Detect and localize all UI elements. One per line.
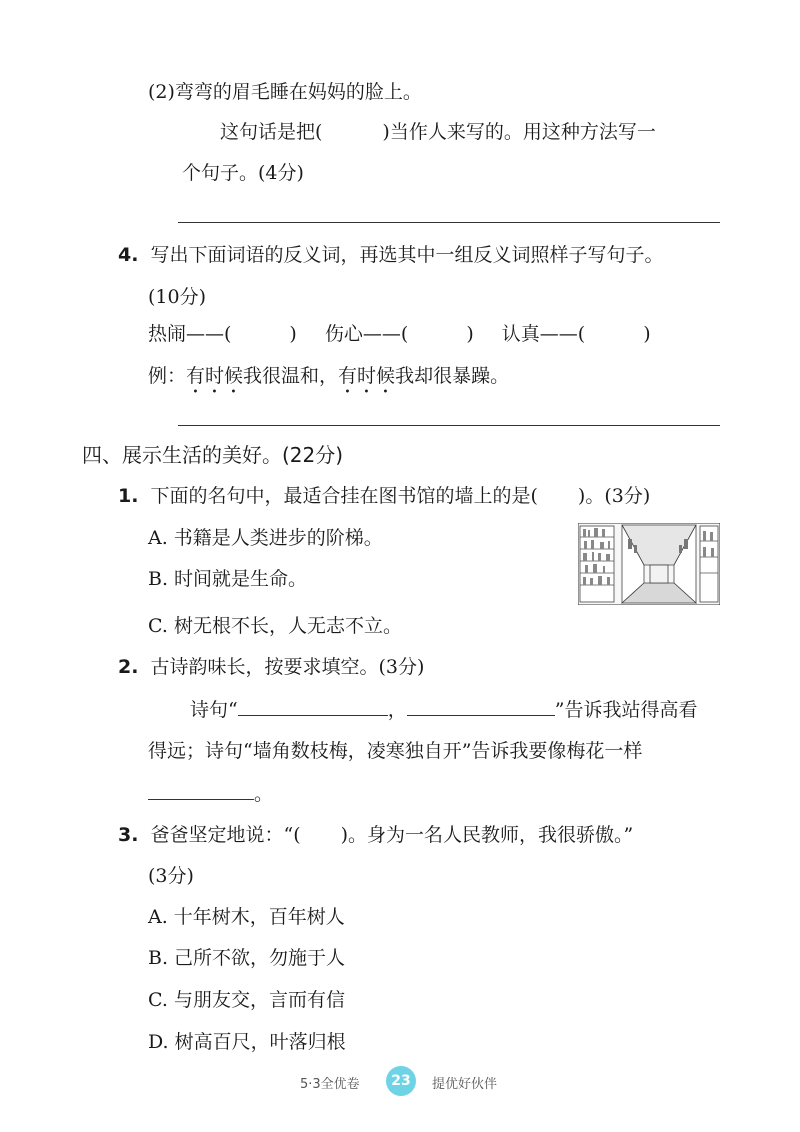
poem-blank[interactable]	[238, 697, 388, 716]
s4q1-stem: 1. 下面的名句中，最适合挂在图书馆的墙上的是( )。(3分)	[118, 485, 651, 507]
option-c[interactable]: C. 与朋友交，言而有信	[148, 989, 345, 1011]
option-d[interactable]: D. 树高百尺，叶落归根	[148, 1031, 346, 1053]
q4-antonym-row	[148, 322, 651, 346]
library-corridor-illustration	[578, 523, 720, 605]
answer-line[interactable]	[178, 222, 720, 223]
antonym-pair: 热闹——( )	[148, 323, 297, 345]
option-a[interactable]: A. 书籍是人类进步的阶梯。	[148, 527, 383, 549]
answer-line[interactable]	[178, 425, 720, 426]
s4q2-stem: 2. 古诗韵味长，按要求填空。(3分)	[118, 656, 425, 678]
page-footer	[0, 1064, 800, 1098]
emphasized-text: 有时候	[186, 365, 244, 387]
s4q2-line4: 。	[148, 781, 273, 806]
s4q2-line2: 诗句“ ， ”告诉我站得高看	[190, 699, 698, 721]
q4-line1: 4. 写出下面词语的反义词，再选其中一组反义词照样子写句子。	[118, 244, 664, 266]
q3-2-line3: 个句子。(4分)	[182, 162, 304, 184]
footer-slogan: 提优好伙伴	[432, 1077, 498, 1092]
antonym-pair: 伤心——( )	[324, 323, 474, 345]
q4-score: (10分)	[148, 286, 207, 308]
poem-blank[interactable]	[407, 697, 555, 716]
emphasized-text: 有时候	[338, 365, 396, 387]
antonym-pair: 认真——( )	[501, 323, 651, 345]
answer-blank[interactable]	[148, 781, 254, 800]
option-a[interactable]: A. 十年树木，百年树人	[148, 906, 345, 928]
s4q3-stem: 3. 爸爸坚定地说：“( )。身为一名人民教师，我很骄傲。”	[118, 824, 634, 846]
option-b[interactable]: B. 时间就是生命。	[148, 568, 308, 590]
section-title: 四、展示生活的美好。(22分)	[82, 443, 344, 467]
q3-2-line2: 这句话是把( )当作人来写的。用这种方法写一	[220, 121, 656, 143]
s4q3-score: (3分)	[148, 865, 194, 887]
footer-brand: 5·3全优卷	[300, 1077, 360, 1092]
option-c[interactable]: C. 树无根不长，人无志不立。	[148, 615, 402, 637]
s4q2-line3: 得远；诗句“墙角数枝梅，凌寒独自开”告诉我要像梅花一样	[148, 740, 643, 762]
page-number: 23	[386, 1066, 416, 1096]
q3-2-line1: (2)弯弯的眉毛睡在妈妈的脸上。	[148, 81, 422, 103]
option-b[interactable]: B. 己所不欲，勿施于人	[148, 947, 346, 969]
q4-example: 例：有时候我很温和，有时候我却很暴躁。	[148, 365, 510, 387]
